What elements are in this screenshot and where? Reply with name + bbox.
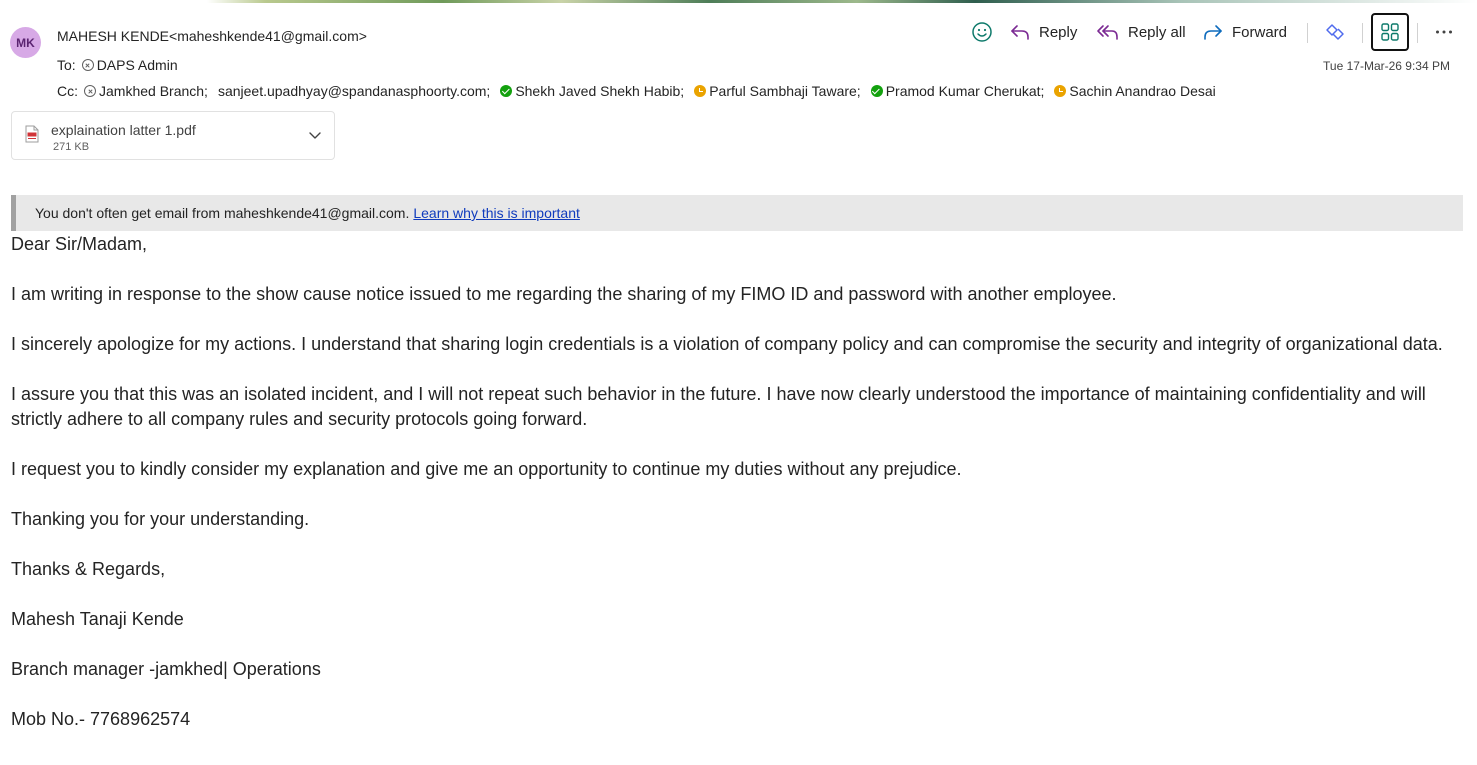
- signature-mobile: Mob No.- 7768962574: [11, 709, 191, 729]
- learn-why-link[interactable]: Learn why this is important: [413, 205, 580, 221]
- more-actions-button[interactable]: [1434, 14, 1454, 50]
- presence-available-icon: [871, 85, 883, 97]
- to-line: [57, 57, 186, 73]
- attachment-card[interactable]: [11, 111, 335, 160]
- recipient-name: sanjeet.upadhyay@spandanasphoorty.com;: [217, 83, 491, 99]
- recipient-name: Shekh Javed Shekh Habib;: [515, 83, 685, 99]
- attachment-size: 271 KB: [53, 141, 90, 153]
- signature-title: Branch manager -jamkhed| Operations: [11, 659, 321, 679]
- body-paragraph: I request you to kindly consider my explanation and give me an opportunity to continue my duties without any prejudice.: [11, 459, 962, 479]
- sender-avatar[interactable]: MK: [10, 27, 41, 58]
- reply-all-label: Reply all: [1128, 23, 1186, 41]
- attachment-name: explaination latter 1.pdf: [51, 122, 196, 138]
- body-paragraph: I assure you that this was an isolated incident, and I will not repeat such behavior in the future. I have now clearly understood the importance of maintaining confidentiality and will strictly adhere to all company rules and security protocols going forward.: [11, 384, 1426, 429]
- forward-button[interactable]: [1202, 14, 1287, 50]
- presence-away-icon: [694, 85, 706, 97]
- cc-recipient[interactable]: [869, 83, 1045, 99]
- recipient-name: Pramod Kumar Cherukat;: [885, 83, 1045, 99]
- notice-text: You don't often get email from maheshkende41@gmail.com.: [35, 205, 410, 221]
- to-recipient[interactable]: [80, 57, 178, 73]
- message-body: [11, 232, 1469, 757]
- cc-recipient[interactable]: [692, 83, 860, 99]
- forward-icon: [1202, 22, 1224, 42]
- closing: Thanks & Regards,: [11, 559, 166, 579]
- top-banner-strip: [0, 0, 1477, 3]
- presence-available-icon: [500, 85, 512, 97]
- cc-label: Cc:: [57, 83, 78, 99]
- loop-icon: [1323, 21, 1347, 43]
- body-paragraph: Thanking you for your understanding.: [11, 509, 310, 529]
- toolbar-divider: [1417, 23, 1418, 43]
- cc-recipient[interactable]: [82, 83, 208, 99]
- reply-all-icon: [1096, 22, 1120, 42]
- reply-button[interactable]: [1009, 14, 1077, 50]
- presence-unknown-icon: [82, 59, 94, 71]
- chevron-down-icon[interactable]: [308, 130, 322, 142]
- cc-recipient[interactable]: [216, 83, 490, 99]
- cc-recipient[interactable]: [498, 83, 684, 99]
- recipient-name: Sachin Anandrao Desai: [1069, 83, 1216, 99]
- recipient-name: DAPS Admin: [96, 57, 178, 73]
- signature-name: Mahesh Tanaji Kende: [11, 609, 184, 629]
- reaction-button[interactable]: [971, 14, 993, 50]
- loop-button[interactable]: [1323, 14, 1347, 50]
- recipient-name: Parful Sambhaji Taware;: [709, 83, 861, 99]
- reply-all-button[interactable]: [1096, 14, 1186, 50]
- sender-name[interactable]: MAHESH KENDE<maheshkende41@gmail.com>: [57, 28, 367, 44]
- pdf-file-icon: [25, 125, 39, 143]
- reply-label: Reply: [1039, 23, 1078, 41]
- presence-unknown-icon: [84, 85, 96, 97]
- toolbar-divider: [1362, 23, 1363, 43]
- toolbar-divider: [1307, 23, 1308, 43]
- body-paragraph: I sincerely apologize for my actions. I understand that sharing login credentials is a violation of company policy and can compromise the security and integrity of organizational data.: [11, 334, 1443, 354]
- more-icon: [1434, 22, 1454, 42]
- presence-away-icon: [1054, 85, 1066, 97]
- forward-label: Forward: [1232, 23, 1288, 41]
- apps-button[interactable]: [1371, 13, 1409, 51]
- recipient-name: Jamkhed Branch;: [99, 83, 208, 99]
- message-datetime: Tue 17-Mar-26 9:34 PM: [1323, 59, 1450, 73]
- greeting: Dear Sir/Madam,: [11, 234, 148, 254]
- emoji-icon: [971, 21, 993, 43]
- to-label: To:: [57, 57, 76, 73]
- external-sender-notice: [11, 195, 1463, 231]
- cc-recipient[interactable]: [1052, 83, 1215, 99]
- apps-icon: [1380, 22, 1400, 42]
- cc-line: [57, 83, 1224, 99]
- body-paragraph: I am writing in response to the show cause notice issued to me regarding the sharing of my FIMO ID and password with another employee.: [11, 284, 1117, 304]
- reply-icon: [1009, 22, 1031, 42]
